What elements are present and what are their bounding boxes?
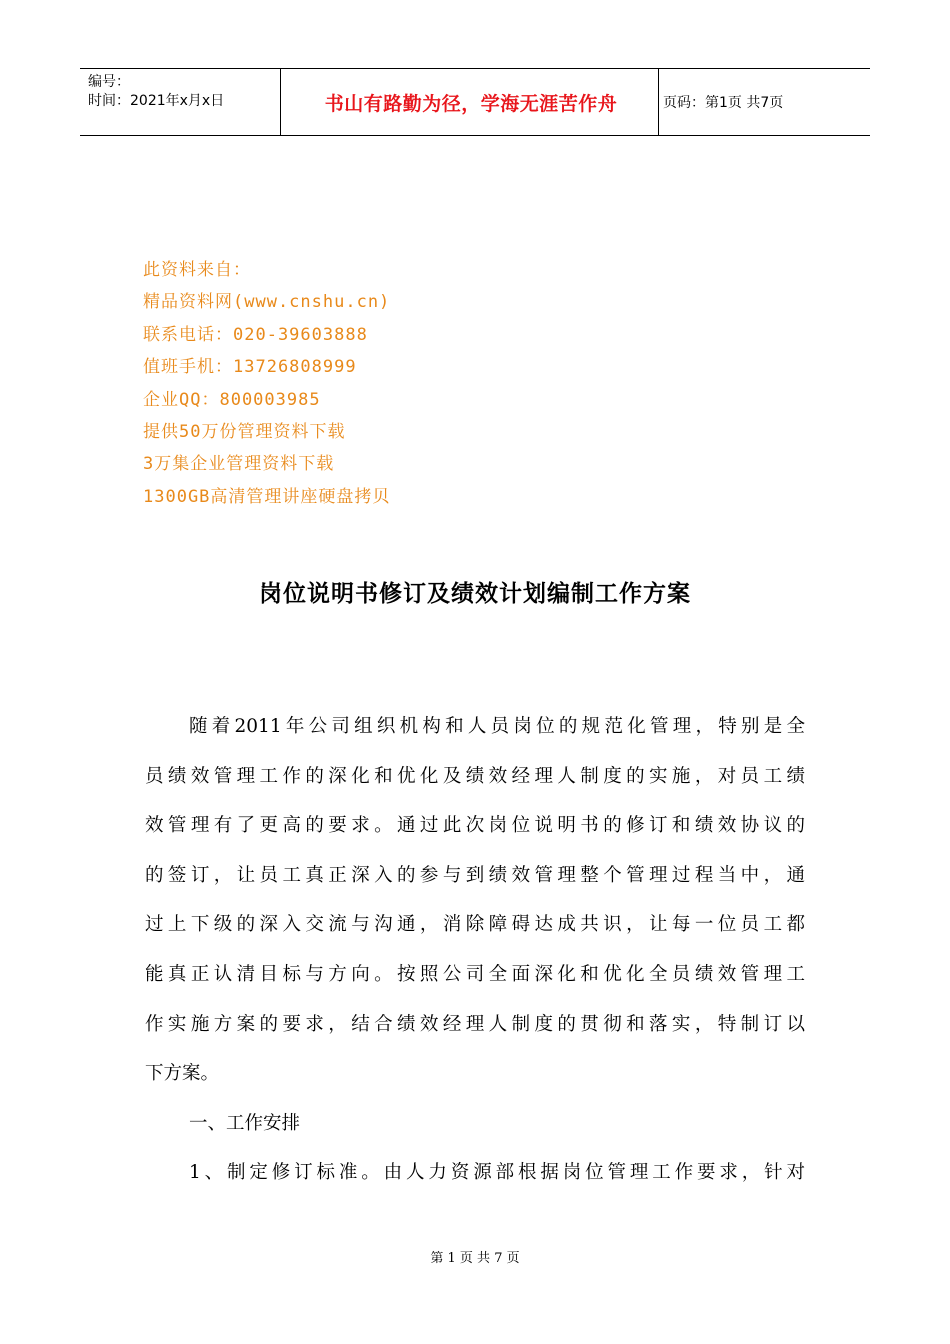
paragraph-line: 下方案。	[145, 1063, 220, 1085]
paragraph-line: 的签订，让员工真正深入的参与到绩效管理整个管理过程当中，通	[145, 864, 805, 886]
source-info-line: 企业QQ：800003985	[143, 389, 321, 410]
list-item: 1、制定修订标准。由人力资源部根据岗位管理工作要求，针对	[189, 1162, 805, 1184]
document-number-label: 编号：	[88, 74, 130, 90]
paragraph-line: 作实施方案的要求，结合绩效经理人制度的贯彻和落实，特制订以	[145, 1013, 805, 1035]
paragraph-line: 随着2011年公司组织机构和人员岗位的规范化管理，特别是全	[189, 716, 805, 737]
section-heading: 一、工作安排	[189, 1112, 301, 1134]
paragraph-line: 能真正认清目标与方向。按照公司全面深化和优化全员绩效管理工	[145, 963, 805, 985]
header-motto: 书山有路勤为径，学海无涯苦作舟	[324, 92, 618, 115]
document-header	[80, 68, 870, 136]
header-divider	[280, 69, 281, 135]
page-footer: 第 1 页 共 7 页	[430, 1251, 520, 1266]
source-info-line: 此资料来自：	[143, 260, 251, 280]
header-meta	[88, 73, 224, 111]
document-title: 岗位说明书修订及绩效计划编制工作方案	[259, 581, 691, 607]
header-page-label: 页码：第1页 共7页	[663, 95, 784, 111]
paragraph-line: 效管理有了更高的要求。通过此次岗位说明书的修订和绩效协议的	[145, 815, 805, 837]
source-info-line: 3万集企业管理资料下载	[143, 454, 335, 475]
document-date-label: 时间：2021年x月x日	[88, 93, 225, 109]
source-info-line: 提供50万份管理资料下载	[143, 422, 346, 443]
paragraph-line: 过上下级的深入交流与沟通，消除障碍达成共识，让每一位员工都	[145, 914, 805, 936]
source-info-line: 联系电话：020-39603888	[143, 324, 368, 345]
document-body	[145, 702, 805, 1198]
source-info-line: 1300GB高清管理讲座硬盘拷贝	[143, 486, 391, 507]
source-info-line: 值班手机：13726808999	[143, 357, 357, 378]
paragraph-line: 员绩效管理工作的深化和优化及绩效经理人制度的实施，对员工绩	[145, 765, 805, 787]
source-info-line: 精品资料网(www.cnshu.cn)	[143, 292, 391, 313]
source-info-block	[143, 254, 390, 513]
